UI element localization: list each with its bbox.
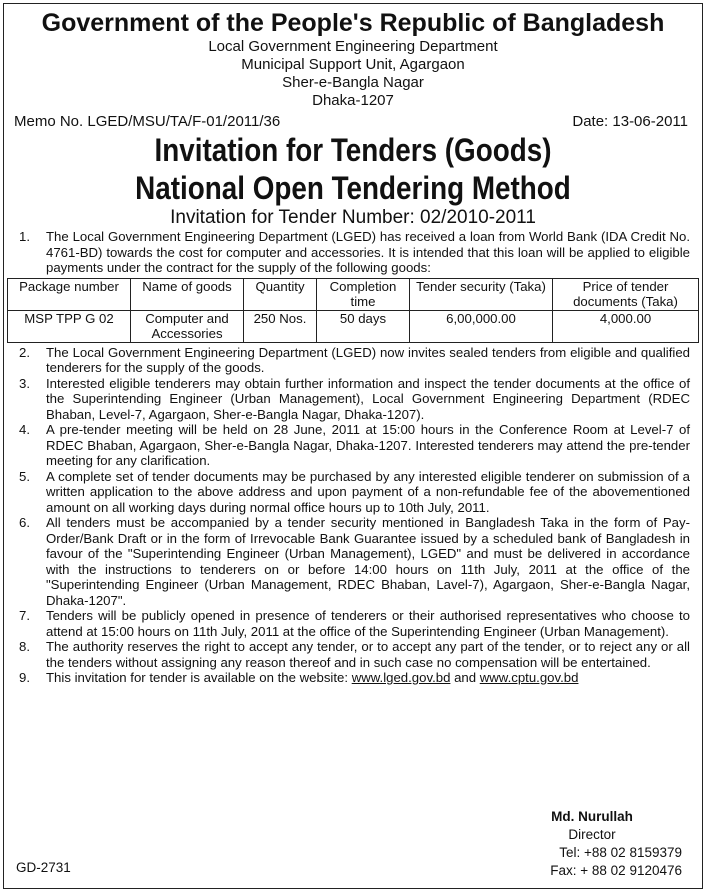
- memo-number: Memo No. LGED/MSU/TA/F-01/2011/36: [14, 113, 281, 130]
- paragraph-number: 9.: [19, 670, 30, 685]
- table-row: [8, 310, 699, 342]
- area-address: Sher-e-Bangla Nagar: [282, 74, 424, 91]
- header-completion-time: Completion time: [317, 278, 410, 310]
- header-package-number: Package number: [8, 278, 131, 310]
- cell-name-of-goods: Computer and Accessories: [131, 310, 244, 342]
- paragraph-text: A pre-tender meeting will be held on 28 June, 2011 at 15:00 hours in the Conference Room at Level-7 of RDEC Bhaban, Agargaon, Sher-e-Bangla Nagar, Dhaka-1207. Interested tenderers may attend the pre-tender meeting for any clarification.: [46, 422, 690, 468]
- paragraph-number: 6.: [19, 515, 30, 530]
- paragraph-6: [4, 515, 702, 608]
- government-heading: Government of the People's Republic of Bangladesh: [41, 9, 665, 37]
- gd-code: GD-2731: [16, 860, 71, 875]
- title-method: National Open Tendering Method: [135, 170, 571, 206]
- paragraph-1: [4, 229, 702, 276]
- paragraph-text: The Local Government Engineering Department (LGED) has received a loan from World Bank (IDA Credit No. 4761-BD) towards the cost for computer and accessories. It is intended that this loan will be applied to eligible payments under the contract for the supply of the following goods:: [46, 229, 690, 275]
- paragraph-number: 7.: [19, 608, 30, 623]
- paragraph-text: Tenders will be publicly opened in presence of tenderers or their authorised representatives who choose to attend at 15:00 hours on 11th July, 2011 at the office of the Superintending Engineer (Urban Management).: [46, 608, 690, 639]
- and-conjunction: and: [450, 670, 480, 685]
- paragraph-2: [4, 345, 702, 376]
- fax-number: Fax: + 88 02 9120476: [550, 863, 682, 878]
- cell-package-number: MSP TPP G 02: [8, 310, 131, 342]
- table-header-row: [8, 278, 699, 310]
- paragraph-9: [4, 670, 702, 686]
- signatory-title: Director: [568, 827, 616, 842]
- memo-row: [4, 113, 702, 131]
- tender-number: Invitation for Tender Number: 02/2010-2011: [170, 207, 536, 228]
- cell-quantity: 250 Nos.: [244, 310, 317, 342]
- paragraph-3: [4, 376, 702, 423]
- city-address: Dhaka-1207: [312, 92, 394, 109]
- telephone-number: Tel: +88 02 8159379: [559, 845, 682, 860]
- department-name: Local Government Engineering Department: [208, 38, 498, 55]
- paragraph-number: 4.: [19, 422, 30, 437]
- header-quantity: Quantity: [244, 278, 317, 310]
- signature-block: [502, 808, 682, 880]
- paragraph-number: 8.: [19, 639, 30, 654]
- paragraph-text: Interested eligible tenderers may obtain further information and inspect the tender documents at the office of the Superintending Engineer (Urban Management), Local Government Engineering Department (RDEC Bhaban, Level-7, Agargaon, Sher-e-Bangla Nagar, Dhaka-1207).: [46, 375, 690, 422]
- header-tender-security: Tender security (Taka): [410, 278, 553, 310]
- paragraph-text: The authority reserves the right to accept any tender, or to accept any part of the tender, or to reject any or all the tenders without assigning any reason thereof and in such case no compensation will be entertained.: [46, 639, 690, 670]
- header-document-price: Price of tender documents (Taka): [553, 278, 699, 310]
- goods-table: [7, 278, 699, 343]
- paragraph-7: [4, 608, 702, 639]
- cptu-website-link[interactable]: www.cptu.gov.bd: [479, 670, 579, 685]
- title-invitation: Invitation for Tenders (Goods): [154, 132, 552, 168]
- unit-address: Municipal Support Unit, Agargaon: [241, 56, 465, 73]
- cell-completion-time: 50 days: [317, 310, 410, 342]
- paragraph-text: A complete set of tender documents may be purchased by any interested eligible tenderer on submission of a written application to the above address and upon payment of a non-refundable fee of the abovementioned amount on all working days during normal office hours up to 10th July, 2011.: [46, 468, 690, 515]
- paragraph-text: The Local Government Engineering Department (LGED) now invites sealed tenders from eligible and qualified tenderers for the supply of the goods.: [46, 344, 690, 375]
- paragraph-number: 5.: [19, 468, 30, 484]
- paragraph-text: All tenders must be accompanied by a tender security mentioned in Bangladesh Taka in the form of Pay-Order/Bank Draft or in the form of Irrevocable Bank Guarantee issued by a scheduled bank of Bangladesh in favour of the "Superintending Engineer (Urban Management), LGED" and must be delivered in accordance with the instructions to tenderers on or before 14:00 hours on 11th July, 2011 at the office of the "Superintending Engineer (Urban Management, RDEC Bhaban, Lavel-7), Agargaon, Sher-e-Bangla Nagar, Dhaka-1207".: [46, 515, 690, 608]
- paragraph-number: 3.: [19, 375, 30, 391]
- lged-website-link[interactable]: www.lged.gov.bd: [351, 670, 451, 685]
- cell-tender-security: 6,00,000.00: [410, 310, 553, 342]
- header-name-of-goods: Name of goods: [131, 278, 244, 310]
- paragraph-text: [46, 670, 690, 686]
- paragraph-number: 2.: [19, 344, 30, 360]
- paragraph-8: [4, 639, 702, 670]
- website-note: This invitation for tender is available on the website:: [46, 670, 352, 685]
- tender-notice: [3, 3, 703, 889]
- paragraph-5: [4, 469, 702, 516]
- paragraph-4: [4, 422, 702, 469]
- memo-date: Date: 13-06-2011: [572, 113, 688, 130]
- cell-document-price: 4,000.00: [553, 310, 699, 342]
- paragraph-number: 1.: [19, 229, 30, 244]
- signatory-name: Md. Nurullah: [551, 809, 633, 824]
